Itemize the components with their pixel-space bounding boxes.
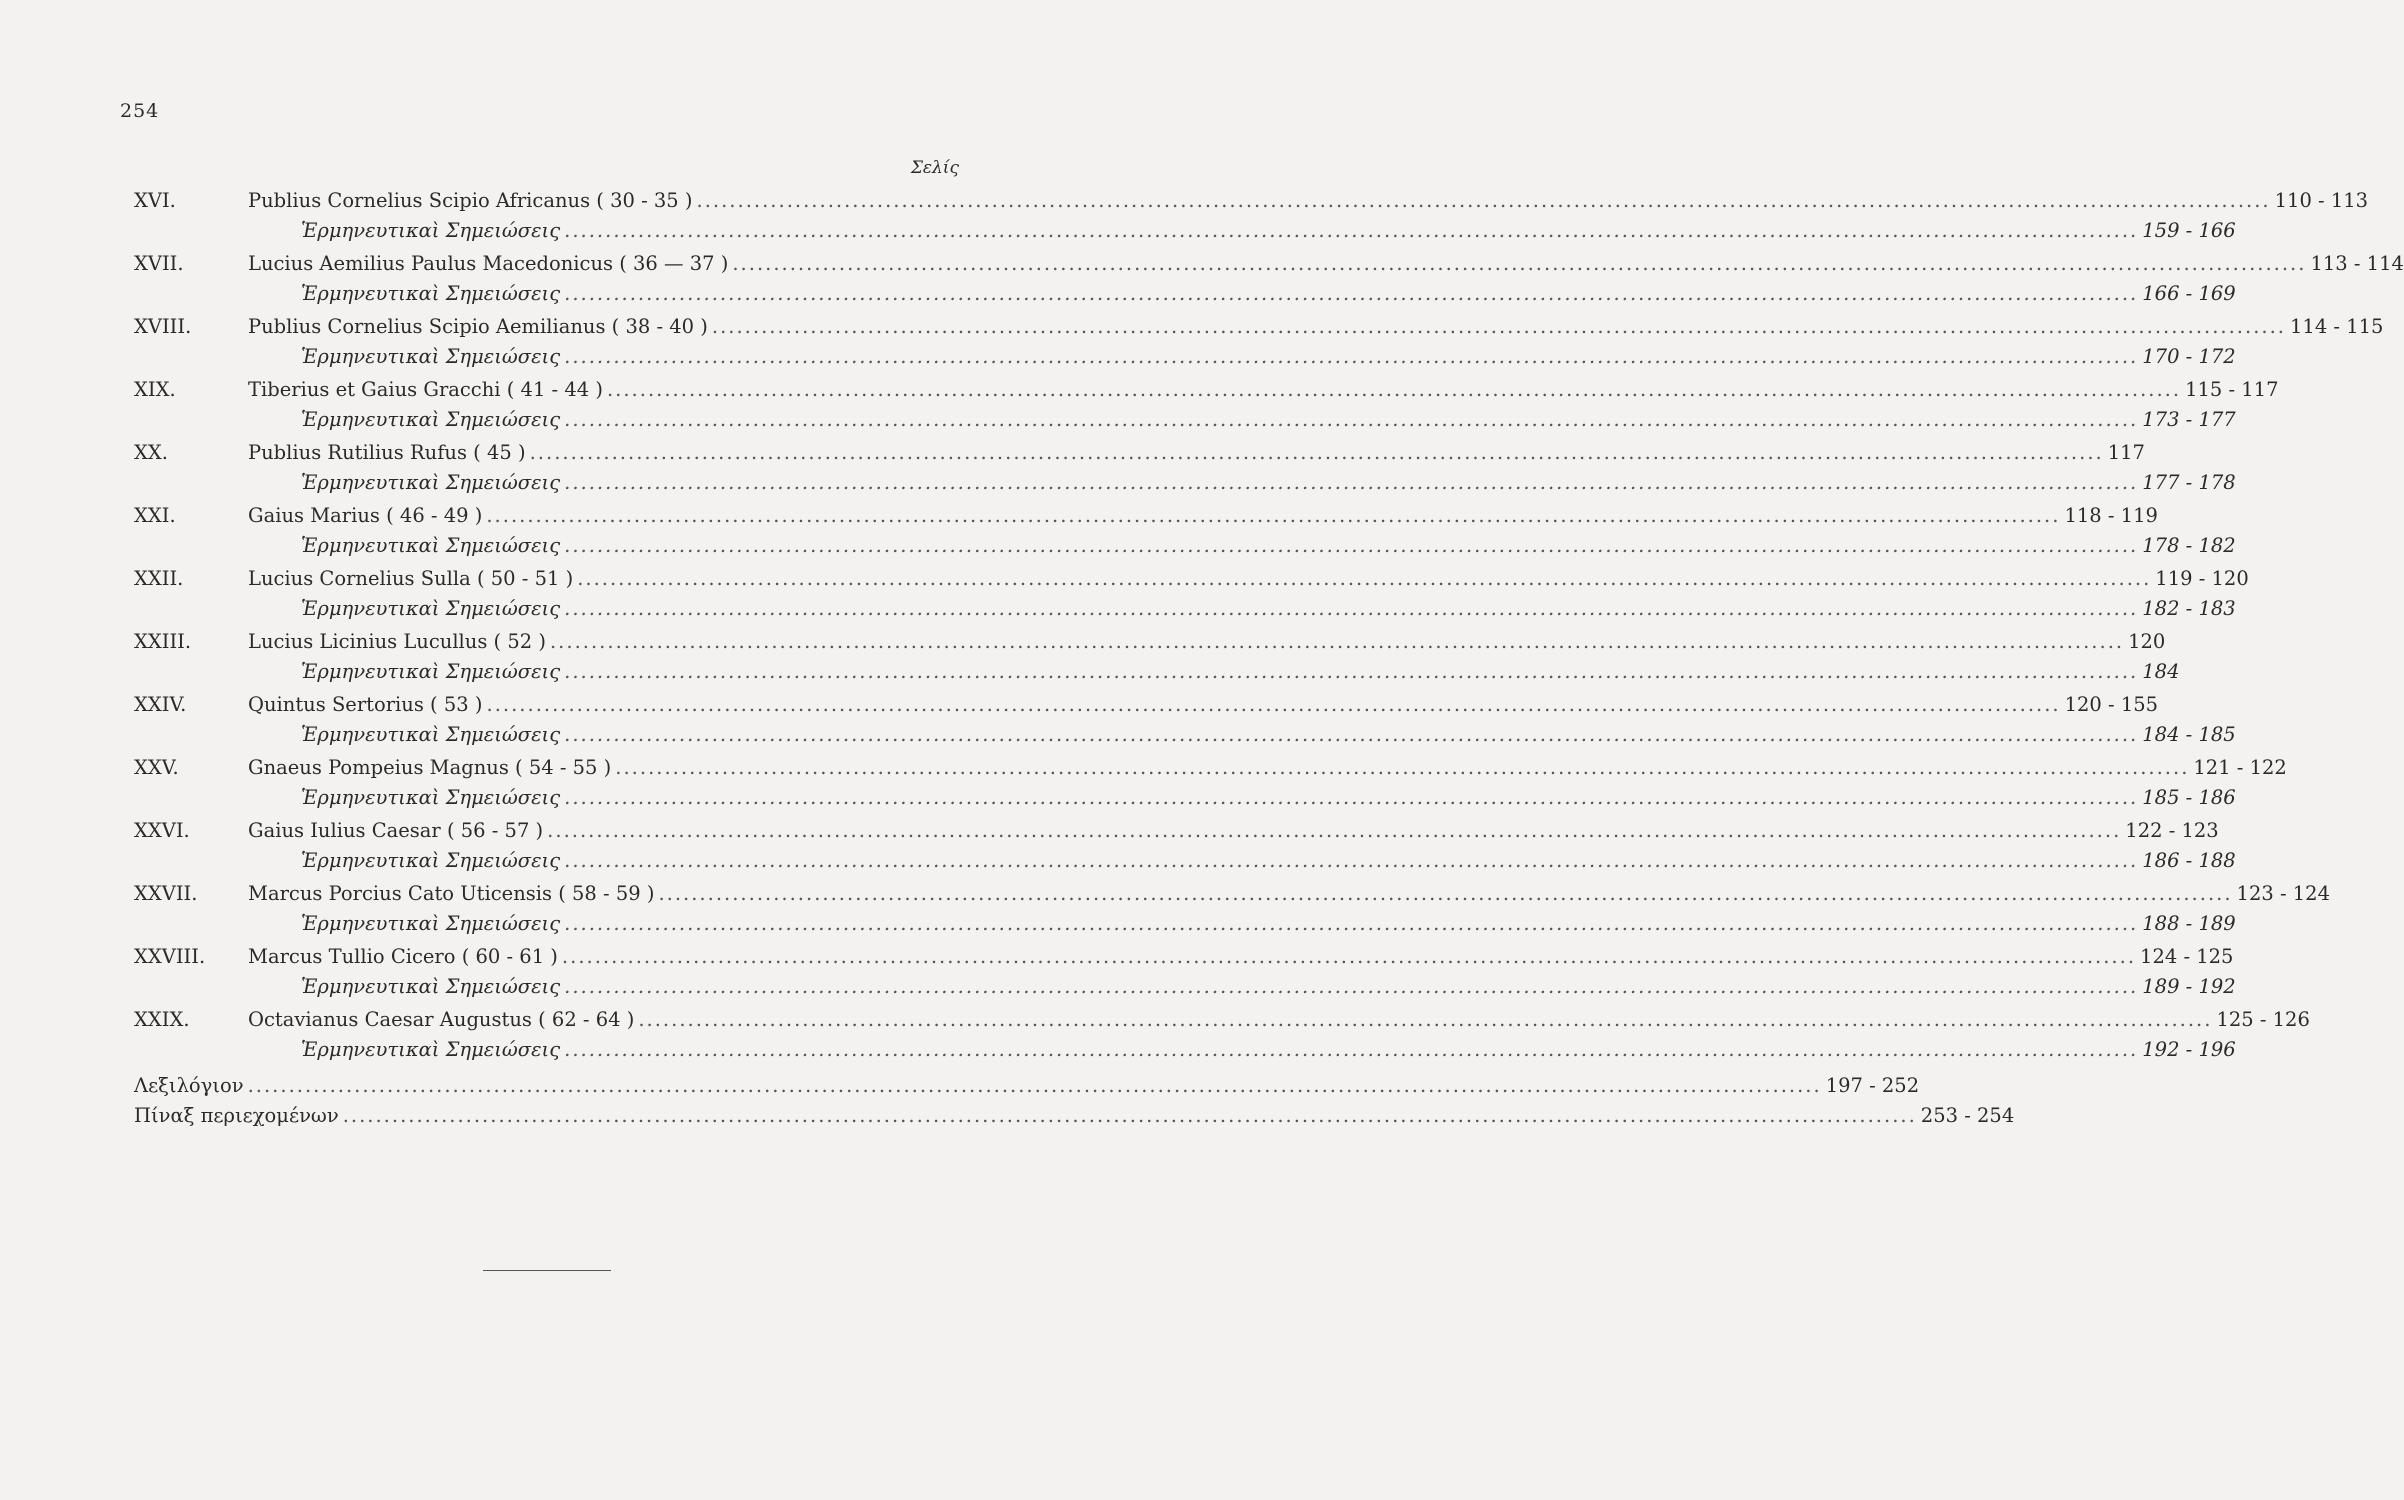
toc-entry (134, 438, 2145, 468)
note-pages: 188 - 189 (2142, 912, 2236, 935)
entry-pages: 120 - 155 (2064, 693, 2159, 716)
note-label: Ἑρμηνευτικαὶ Σημειώσεις (301, 597, 561, 620)
note-label: Ἑρμηνευτικαὶ Σημειώσεις (301, 471, 561, 494)
toc-note (134, 972, 2236, 1002)
entry-pages: 118 - 119 (2064, 504, 2158, 527)
entry-number: XXIX. (134, 1008, 190, 1031)
final-entry-title: Πίναξ περιεχομένων (134, 1104, 339, 1127)
toc-entry (134, 186, 2369, 216)
toc-note (134, 279, 2236, 309)
note-pages: 177 - 178 (2142, 471, 2236, 494)
note-label: Ἑρμηνευτικαὶ Σημειώσεις (301, 660, 561, 683)
note-label: Ἑρμηνευτικαὶ Σημειώσεις (301, 786, 561, 809)
toc-entry (134, 1005, 2310, 1035)
toc-note (134, 405, 2236, 435)
note-pages: 159 - 166 (2142, 219, 2236, 242)
note-pages: 185 - 186 (2142, 786, 2236, 809)
entry-number: XXI. (134, 504, 176, 527)
toc-entry (134, 564, 2249, 594)
toc-note (134, 783, 2236, 813)
entry-title: Octavianus Caesar Augustus ( 62 - 64 ) (248, 1008, 635, 1031)
toc-final-entry (134, 1071, 1920, 1101)
entry-number: XXVIII. (134, 945, 206, 968)
entry-pages: 123 - 124 (2236, 882, 2330, 905)
entry-number: XXVII. (134, 882, 198, 905)
entry-title: Gaius Marius ( 46 - 49 ) (248, 504, 483, 527)
toc-note (134, 594, 2236, 624)
entry-number: XVIII. (134, 315, 192, 338)
entry-pages: 125 - 126 (2216, 1008, 2310, 1031)
note-label: Ἑρμηνευτικαὶ Σημειώσεις (301, 345, 561, 368)
toc-entry (134, 879, 2330, 909)
toc-note (134, 531, 2236, 561)
note-label: Ἑρμηνευτικαὶ Σημειώσεις (301, 219, 561, 242)
toc-note (134, 657, 2180, 687)
entry-pages: 122 - 123 (2125, 819, 2219, 842)
entry-number: XXII. (134, 567, 184, 590)
entry-title: Gnaeus Pompeius Magnus ( 54 - 55 ) (248, 756, 612, 779)
entry-pages: 124 - 125 (2140, 945, 2234, 968)
note-pages: 186 - 188 (2142, 849, 2236, 872)
note-pages: 184 (2142, 660, 2180, 683)
note-pages: 192 - 196 (2142, 1038, 2236, 1061)
entry-title: Gaius Iulius Caesar ( 56 - 57 ) (248, 819, 544, 842)
page-number: 254 (120, 100, 160, 122)
toc-note (134, 468, 2236, 498)
toc-note (134, 720, 2236, 750)
note-label: Ἑρμηνευτικαὶ Σημειώσεις (301, 723, 561, 746)
entry-title: Marcus Tullio Cicero ( 60 - 61 ) (248, 945, 558, 968)
toc-note (134, 342, 2236, 372)
entry-pages: 120 (2128, 630, 2166, 653)
toc-note (134, 846, 2236, 876)
final-entry-pages: 253 - 254 (1920, 1104, 2015, 1127)
note-label: Ἑρμηνευτικαὶ Σημειώσεις (301, 975, 561, 998)
entry-title: Lucius Licinius Lucullus ( 52 ) (248, 630, 546, 653)
entry-title: Tiberius et Gaius Gracchi ( 41 - 44 ) (248, 378, 603, 401)
toc-entry (134, 753, 2287, 783)
entry-pages: 117 (2107, 441, 2145, 464)
entry-title: Quintus Sertorius ( 53 ) (248, 693, 483, 716)
note-label: Ἑρμηνευτικαὶ Σημειώσεις (301, 534, 561, 557)
entry-number: XXIII. (134, 630, 192, 653)
entry-title: Publius Rutilius Rufus ( 45 ) (248, 441, 526, 464)
entry-pages: 113 - 114 (2310, 252, 2404, 275)
toc-entry (134, 627, 2166, 657)
note-label: Ἑρμηνευτικαὶ Σημειώσεις (301, 282, 561, 305)
toc-entry (134, 249, 2404, 279)
entry-pages: 114 - 115 (2290, 315, 2384, 338)
note-label: Ἑρμηνευτικαὶ Σημειώσεις (301, 912, 561, 935)
toc-entry (134, 690, 2159, 720)
note-pages: 178 - 182 (2142, 534, 2236, 557)
note-pages: 184 - 185 (2142, 723, 2236, 746)
entry-number: XX. (134, 441, 168, 464)
final-entry-pages: 197 - 252 (1825, 1074, 1920, 1097)
final-entry-title: Λεξιλόγιον (134, 1074, 244, 1097)
toc-entry (134, 312, 2384, 342)
entry-number: XXVI. (134, 819, 190, 842)
entry-title: Publius Cornelius Scipio Aemilianus ( 38 - 40 ) (248, 315, 708, 338)
toc-entry (134, 942, 2234, 972)
toc-note (134, 909, 2236, 939)
note-pages: 189 - 192 (2142, 975, 2236, 998)
entry-number: XIX. (134, 378, 176, 401)
toc-entry (134, 501, 2158, 531)
column-header: Σελίς (910, 158, 959, 178)
end-rule (483, 1270, 611, 1271)
entry-number: XXV. (134, 756, 179, 779)
note-pages: 170 - 172 (2142, 345, 2236, 368)
entry-pages: 121 - 122 (2193, 756, 2287, 779)
toc-note (134, 1035, 2236, 1065)
entry-number: XVII. (134, 252, 184, 275)
toc-note (134, 216, 2236, 246)
entry-title: Publius Cornelius Scipio Africanus ( 30 - 35 ) (248, 189, 693, 212)
entry-pages: 119 - 120 (2155, 567, 2249, 590)
note-label: Ἑρμηνευτικαὶ Σημειώσεις (301, 408, 561, 431)
entry-pages: 110 - 113 (2274, 189, 2369, 212)
entry-title: Marcus Porcius Cato Uticensis ( 58 - 59 ) (248, 882, 655, 905)
entry-number: XVI. (134, 189, 176, 212)
toc-entry (134, 375, 2279, 405)
note-pages: 173 - 177 (2142, 408, 2236, 431)
note-label: Ἑρμηνευτικαὶ Σημειώσεις (301, 849, 561, 872)
entry-title: Lucius Cornelius Sulla ( 50 - 51 ) (248, 567, 574, 590)
toc-final-entry (134, 1101, 2015, 1131)
note-pages: 182 - 183 (2142, 597, 2236, 620)
note-pages: 166 - 169 (2142, 282, 2236, 305)
toc-entry (134, 816, 2219, 846)
entry-pages: 115 - 117 (2185, 378, 2279, 401)
note-label: Ἑρμηνευτικαὶ Σημειώσεις (301, 1038, 561, 1061)
entry-number: XXIV. (134, 693, 187, 716)
entry-title: Lucius Aemilius Paulus Macedonicus ( 36 — 37 ) (248, 252, 729, 275)
